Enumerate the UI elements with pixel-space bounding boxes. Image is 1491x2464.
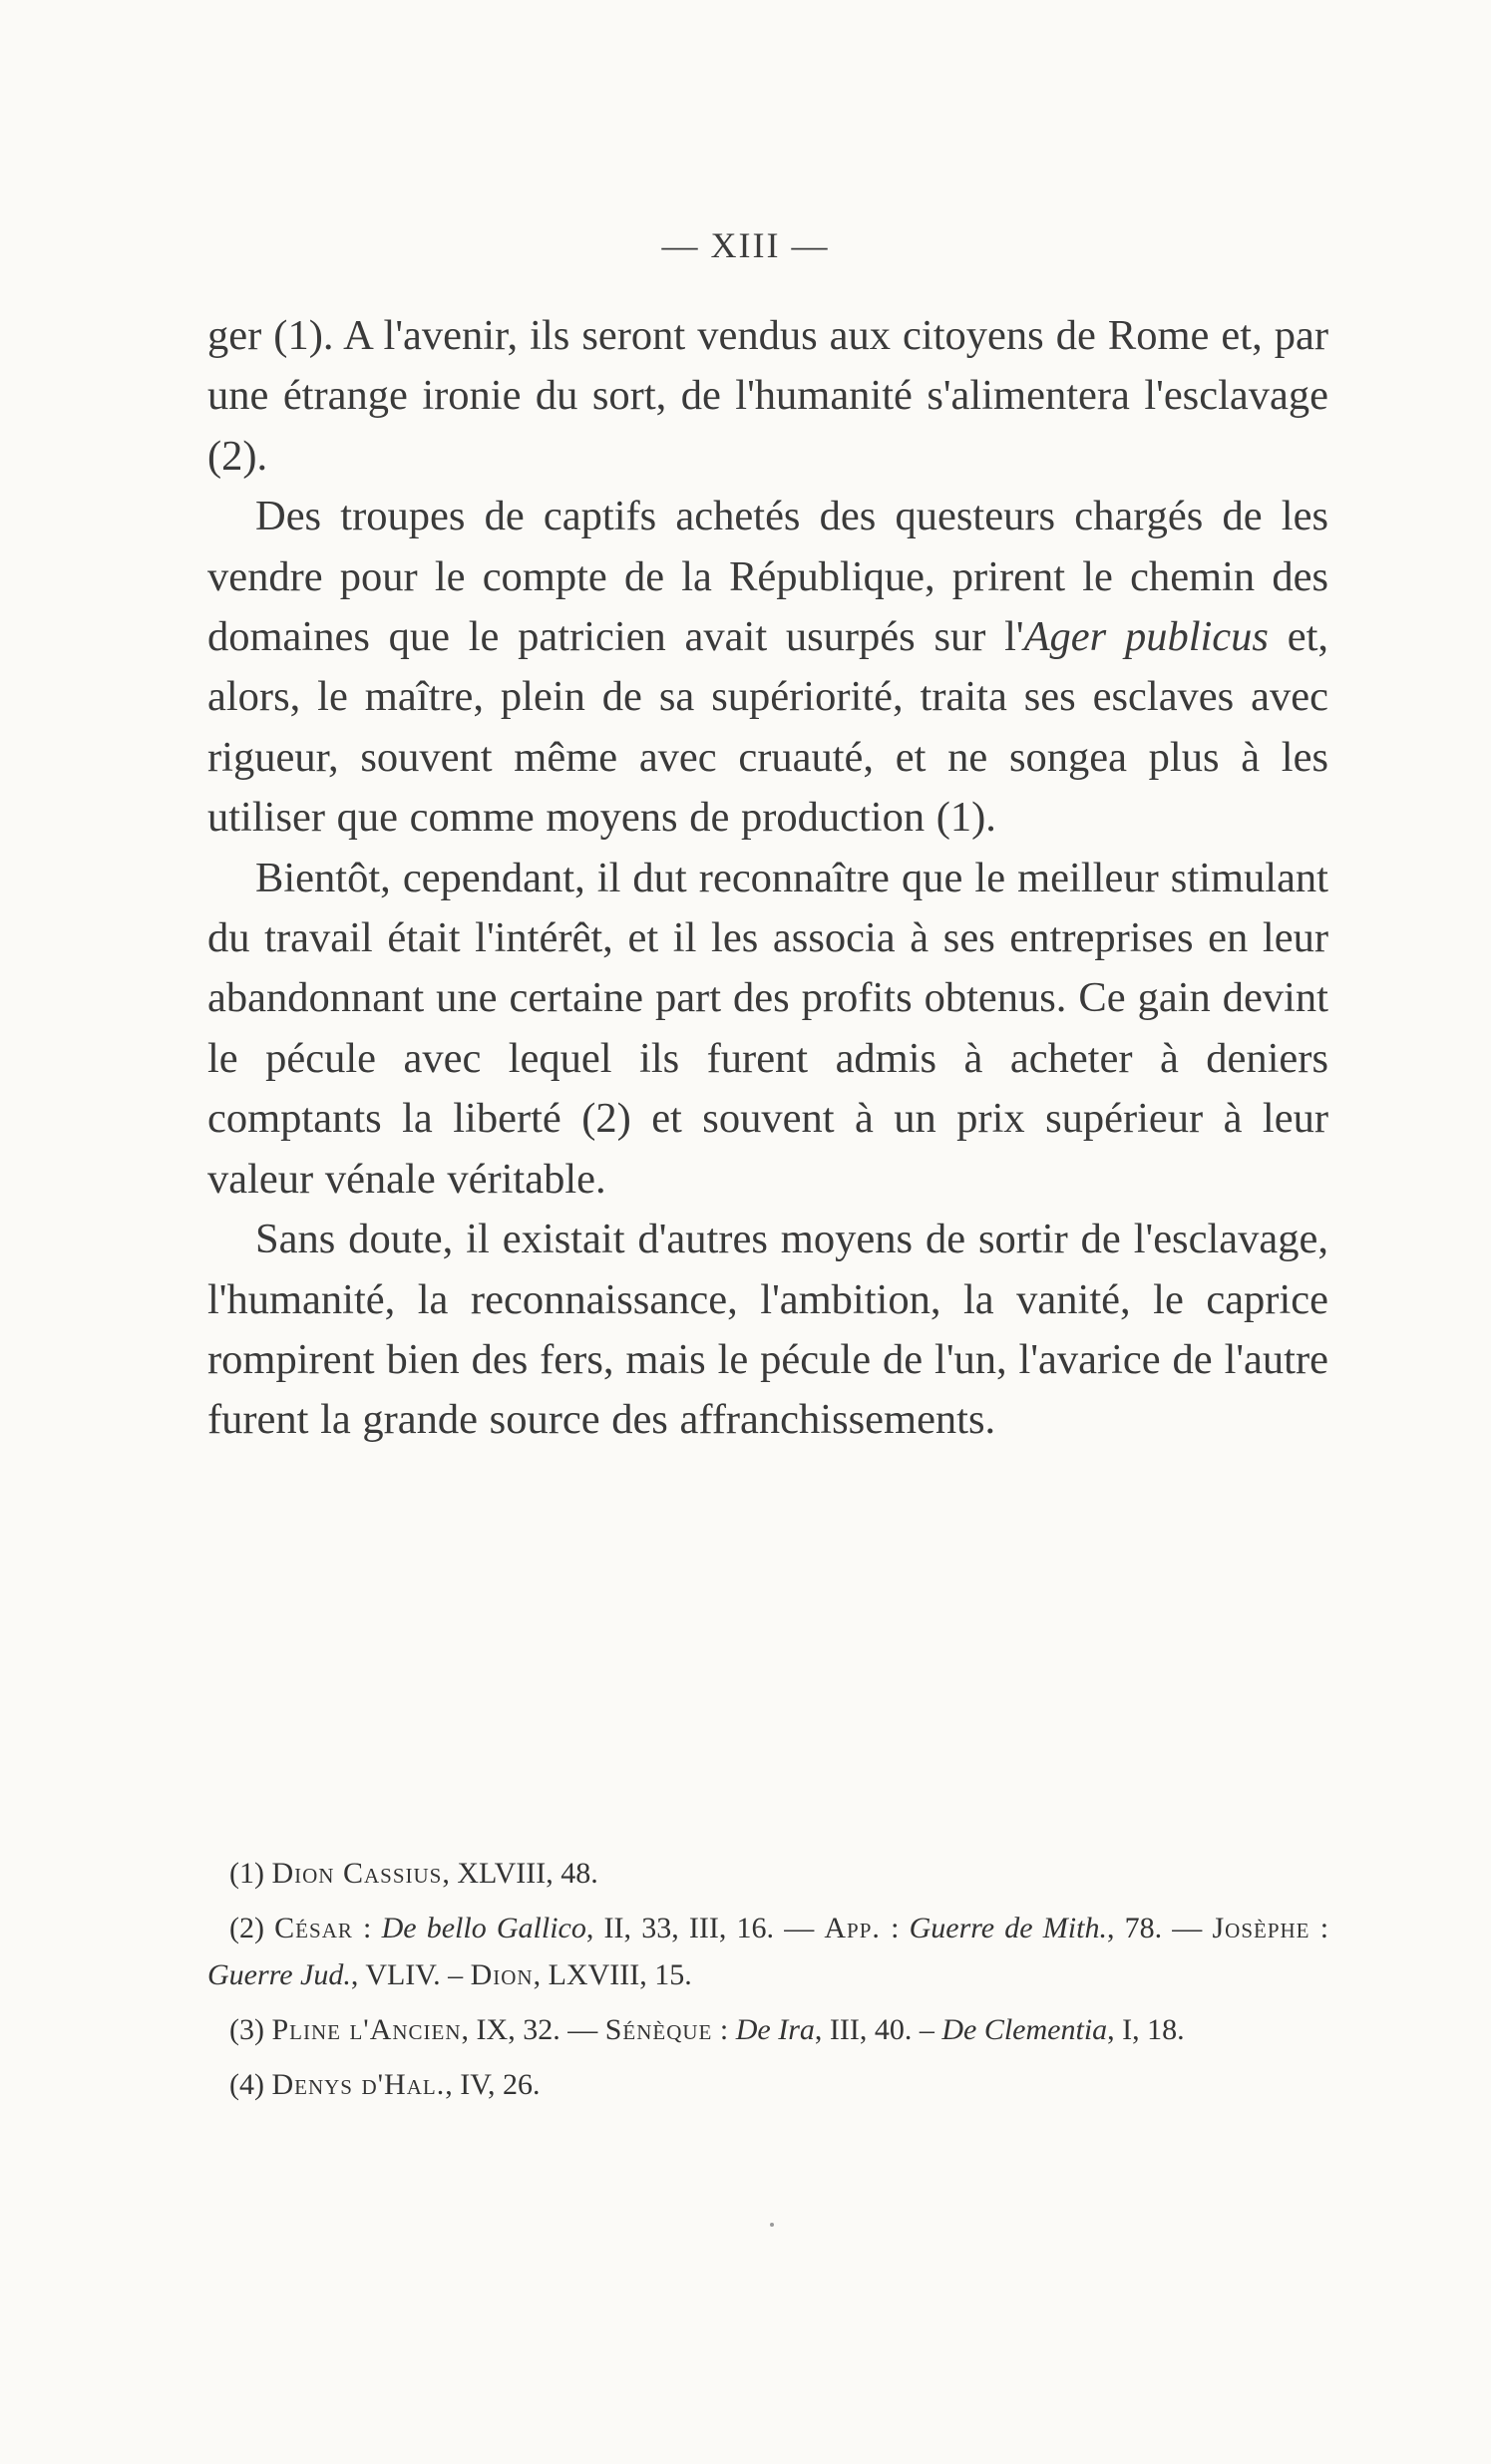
- footnote-author: Dion Cassius: [271, 1857, 443, 1890]
- footnote-ref: , XLVIII, 48.: [442, 1857, 598, 1890]
- paragraph-sans-doute: Sans doute, il existait d'autres moyens de sortir de l'esclavage, l'humanité, la reconnaissance, l'ambition, la vanité, le caprice rompirent bien des fers, mais le pécule de l'un, l'avarice de l'autre furent la grande source des affranchissements.: [207, 1216, 1328, 1444]
- footnote-author: Josèphe: [1212, 1912, 1310, 1944]
- paper-speck: [770, 2223, 774, 2227]
- paragraph-continuation: ger (1). A l'avenir, ils seront vendus aux citoyens de Rome et, par une étrange ironie du sort, de l'humanité s'alimentera l'esclavage (2).: [207, 312, 1328, 480]
- footnote-number: (3): [229, 2013, 264, 2046]
- footnote-title: De Clementia: [941, 2013, 1108, 2046]
- footnote-sep: :: [880, 1912, 910, 1944]
- footnote-ref: , LXVIII, 15.: [533, 1958, 692, 1991]
- footnote-author: Denys d'Hal.: [271, 2068, 446, 2101]
- page-number-header: — XIII —: [661, 225, 830, 265]
- footnote-author: App.: [824, 1912, 881, 1944]
- paragraph-bientot: Bientôt, cependant, il dut reconnaître que le meilleur stimulant du travail était l'intérêt, et il les associa à ses entreprises en leur abandonnant une certaine part des profits obtenus. Ce gain devint le pécule avec lequel ils furent admis à acheter à deniers comptants la liberté (2) et souvent à un prix supérieur à leur valeur vénale véritable.: [207, 854, 1328, 1203]
- footnote-ref: , I, 18.: [1107, 2013, 1185, 2046]
- footnote-author: Pline l'Ancien: [271, 2013, 462, 2046]
- italic-term: Ager publicus: [1023, 613, 1269, 661]
- footnotes: [207, 1850, 1328, 2116]
- footnote-ref: , 78. —: [1106, 1912, 1213, 1944]
- footnote-number: (2): [229, 1912, 264, 1944]
- footnote-4: [207, 2061, 1328, 2108]
- footnote-sep: :: [712, 2013, 736, 2046]
- footnote-title: De bello Gallico: [381, 1912, 586, 1944]
- footnote-sep: :: [1309, 1912, 1329, 1944]
- footnote-author: Sénèque: [604, 2013, 713, 2046]
- footnote-ref: , III, 40. –: [814, 2013, 942, 2046]
- paragraph-text: Des troupes de captifs achetés des questeurs chargés de les vendre pour le compte de la République, prirent le chemin des domaines que le patricien avait usurpés sur l': [207, 493, 1328, 661]
- footnote-ref: , II, 33, III, 16. —: [585, 1912, 825, 1944]
- footnote-2: [207, 1905, 1328, 1998]
- footnote-title: Guerre de Mith.: [909, 1912, 1107, 1944]
- footnote-sep: :: [352, 1912, 382, 1944]
- footnote-ref: , VLIV. –: [350, 1958, 471, 1991]
- main-text: [207, 306, 1328, 1451]
- footnote-author: Dion: [470, 1958, 534, 1991]
- footnote-author: César: [274, 1912, 353, 1944]
- paragraph-text: et, alors, le maître, plein de sa supériorité, traita ses esclaves avec rigueur, souvent même avec cruauté, et ne songea plus à les utiliser que comme moyens de production (1).: [207, 613, 1329, 842]
- footnote-ref: , IX, 32. —: [461, 2013, 605, 2046]
- footnote-title: Guerre Jud.: [207, 1958, 351, 1991]
- paragraph-captifs: [207, 487, 1328, 848]
- footnote-number: (1): [229, 1857, 264, 1890]
- footnote-title: De Ira: [735, 2013, 815, 2046]
- footnote-3: [207, 2006, 1328, 2053]
- footnote-number: (4): [229, 2068, 264, 2101]
- footnote-ref: , IV, 26.: [445, 2068, 541, 2101]
- footnote-1: [207, 1850, 1328, 1897]
